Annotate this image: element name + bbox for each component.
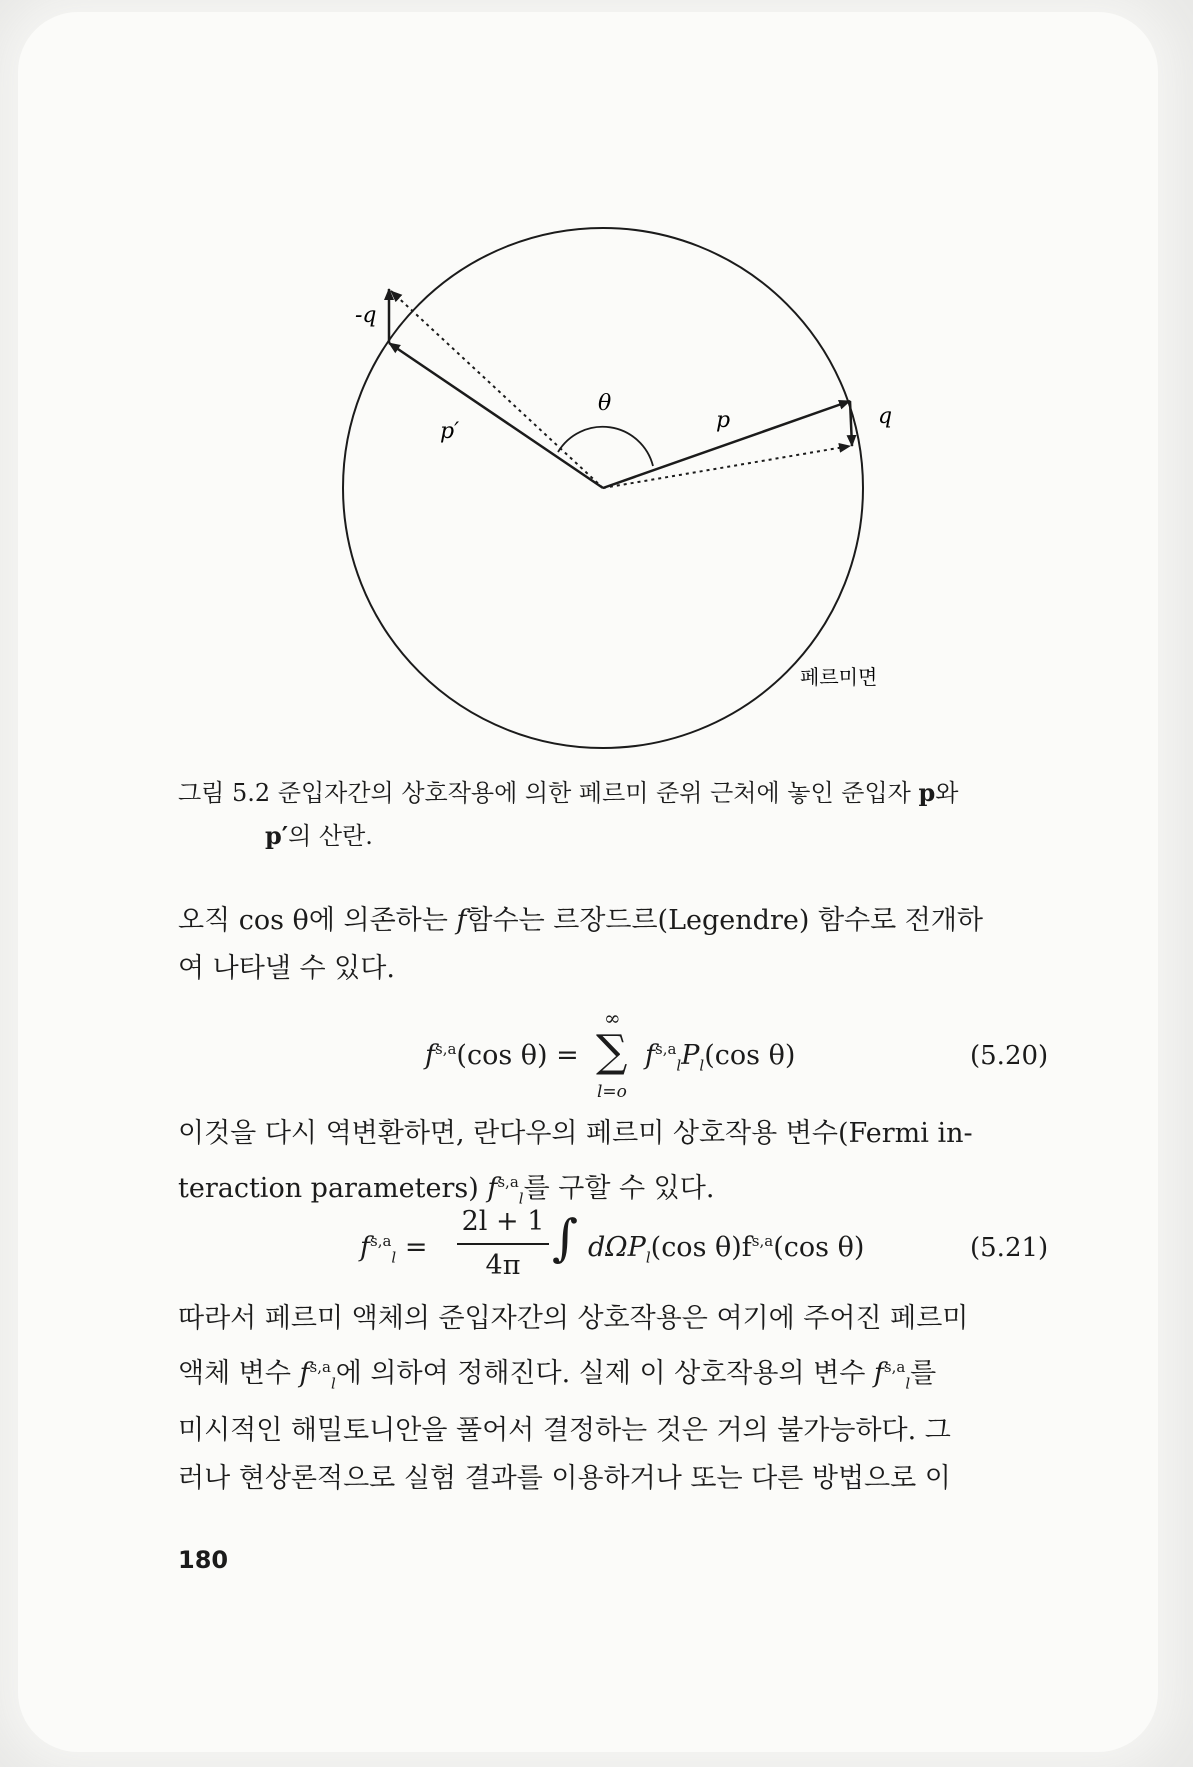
para2-f-sub: l [518, 1189, 524, 1208]
para3-text-c: 를 [910, 1358, 937, 1389]
eq521-integrand-c: (cos θ) [773, 1232, 865, 1263]
caption-p-prime: p′ [265, 821, 289, 850]
dotted-p-prime-minus-q [391, 291, 603, 488]
para3-f2-sub: l [905, 1374, 911, 1393]
para1-text-b: 함수는 르장드르(Legendre) 함수로 전개하 [466, 905, 984, 936]
figure-caption-line2 [265, 821, 965, 851]
eq521-lhs-f: f [360, 1232, 370, 1263]
para3-line1: 따라서 페르미 액체의 준입자간의 상호작용은 여기에 주어진 페르미 [178, 1303, 969, 1334]
caption-line2: 의 산란. [288, 822, 373, 850]
para2-f-sup: s,a [497, 1173, 519, 1191]
eq520-lhs-arg: (cos θ) = [456, 1040, 579, 1071]
eq521-integrand-sub: l [645, 1248, 651, 1267]
eq520-term-f: f [645, 1040, 655, 1071]
label-q: q [878, 404, 893, 429]
caption-prefix: 그림 5.2 [178, 779, 271, 807]
label-p: p [716, 408, 731, 433]
eq521-numerator: 2l + 1 [461, 1206, 545, 1237]
eq520-lhs: f [425, 1040, 435, 1071]
eq520-sum-bottom: l=o [597, 1082, 627, 1102]
para1-line1 [178, 897, 1048, 945]
para3-f2: f [873, 1358, 884, 1389]
eq521-integrand-sup: s,a [751, 1232, 774, 1250]
eq520-term-P-sub: l [699, 1056, 705, 1075]
eq520-term-sub: l [676, 1056, 682, 1075]
label-minus-q: -q [355, 303, 377, 328]
para3-f1-sup: s,a [309, 1358, 331, 1376]
eq520-term-sup: s,a [655, 1040, 677, 1058]
para3-f1-sub: l [330, 1374, 336, 1393]
eq521-integrand-a: dΩP [588, 1232, 646, 1263]
para2-f: f [487, 1173, 498, 1204]
figure-caption [178, 778, 1078, 808]
label-theta: θ [598, 391, 612, 416]
para3-line4: 러나 현상론적으로 실험 결과를 이용하거나 또는 다른 방법으로 이 [178, 1463, 951, 1495]
eq521-equals: = [404, 1232, 428, 1263]
caption-p: p [918, 778, 936, 807]
eq521-lhs-sup: s,a [370, 1232, 392, 1250]
eq520-sum-top: ∞ [604, 1006, 621, 1030]
para2-line2 [178, 1158, 1048, 1222]
eq520-term-P: P [681, 1040, 700, 1071]
eq521-integral: ∫ [552, 1209, 579, 1267]
para3-line3: 미시적인 해밀토니안을 풀어서 결정하는 것은 거의 불가능하다. 그 [178, 1415, 951, 1447]
paragraph-3 [178, 1295, 1048, 1503]
para1-line2: 여 나타낼 수 있다. [178, 953, 395, 984]
eq520-term [645, 1040, 795, 1074]
para1-f-symbol: f [456, 905, 467, 936]
para2-line1: 이것을 다시 역변환하면, 란다우의 페르미 상호작용 변수(Fermi in- [178, 1118, 973, 1149]
paragraph-2 [178, 1110, 1048, 1222]
para2-text-a: teraction parameters) [178, 1173, 479, 1204]
eq521-lhs-sub: l [391, 1248, 397, 1267]
caption-line1-end: 와 [935, 779, 959, 807]
eq520-lhs-sup: s,a [435, 1040, 457, 1058]
label-fermi-surface: 페르미면 [800, 665, 878, 689]
para3-line2 [178, 1343, 1048, 1407]
para3-f1: f [299, 1358, 310, 1389]
eq521-integrand-b: (cos θ)f [650, 1232, 752, 1263]
eq521-number: (5.21) [970, 1233, 1049, 1263]
label-p-prime: p′ [440, 419, 460, 444]
eq521-denominator: 4π [485, 1250, 521, 1281]
theta-arc [558, 427, 653, 466]
q-vector [850, 401, 852, 446]
dotted-p-plus-q [603, 446, 850, 488]
caption-line1: 준입자간의 상호작용에 의한 페르미 준위 근처에 놓인 준입자 [277, 779, 911, 807]
page-number: 180 [178, 1546, 229, 1574]
eq521-fraction-bar [457, 1243, 549, 1245]
eq520-term-arg: (cos θ) [704, 1040, 796, 1071]
para2-text-b: 를 구할 수 있다. [523, 1173, 715, 1204]
para3-f2-sup: s,a [883, 1358, 906, 1376]
eq521-lhs [360, 1232, 427, 1266]
eq521-integrand [588, 1232, 864, 1266]
p-prime-vector [389, 343, 603, 488]
equation-5-20 [425, 1040, 579, 1071]
para1-text-a: 오직 cos θ에 의존하는 [178, 905, 448, 936]
eq520-number: (5.20) [970, 1041, 1049, 1071]
paragraph-1 [178, 897, 1048, 993]
para3-text-b: 에 의하여 정해진다. 실제 이 상호작용의 변수 [335, 1358, 866, 1389]
para3-text-a: 액체 변수 [178, 1358, 291, 1389]
eq520-sum-symbol: ∑ [596, 1026, 628, 1077]
